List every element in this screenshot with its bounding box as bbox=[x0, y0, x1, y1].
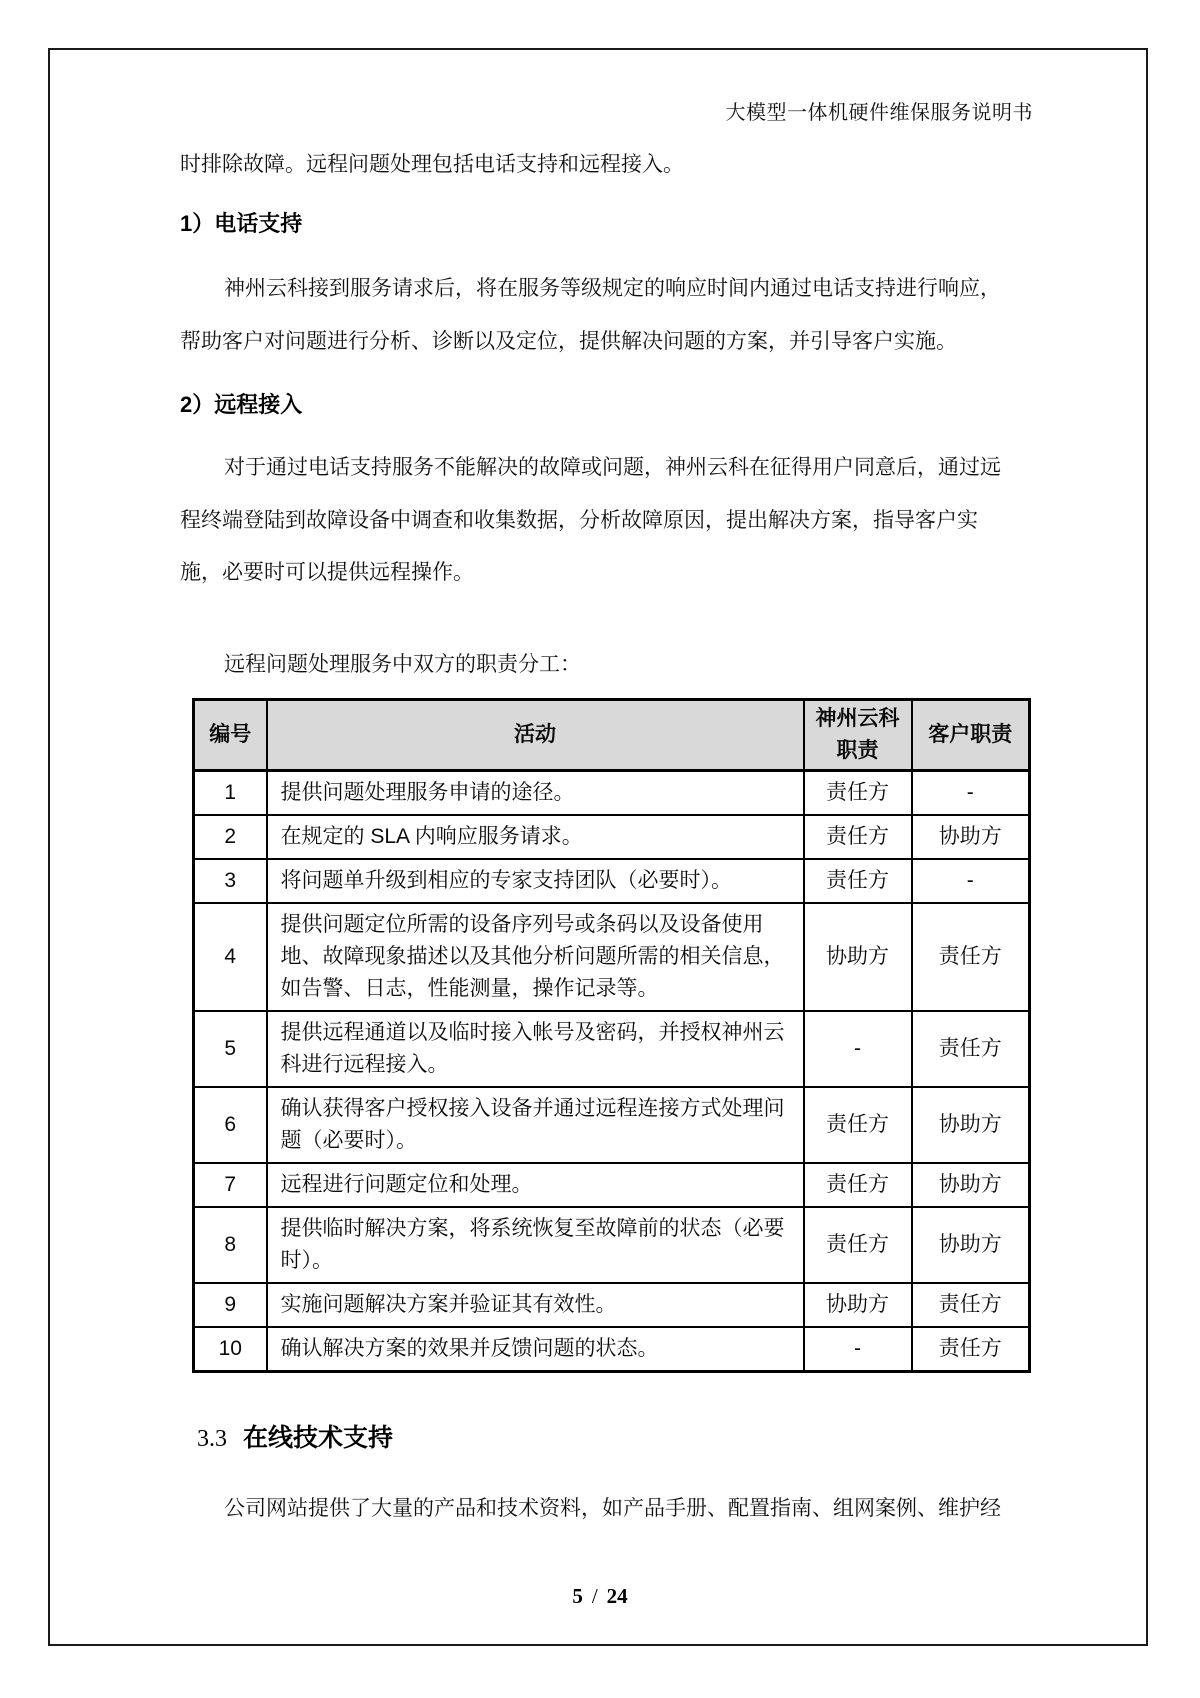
responsibility-table-header bbox=[194, 700, 1030, 771]
cell-customer-responsibility: 协助方 bbox=[912, 1163, 1030, 1207]
footer-total-pages: 24 bbox=[606, 1584, 628, 1608]
cell-vendor-responsibility: 责任方 bbox=[804, 1163, 912, 1207]
responsibility-table bbox=[192, 698, 1031, 1373]
header-row bbox=[194, 700, 1030, 771]
cell-customer-responsibility: - bbox=[912, 771, 1030, 816]
cell-activity: 实施问题解决方案并验证其有效性。 bbox=[267, 1283, 804, 1327]
cell-row-number: 5 bbox=[194, 1011, 267, 1087]
cell-activity: 将问题单升级到相应的专家支持团队（必要时）。 bbox=[267, 859, 804, 903]
cell-row-number: 6 bbox=[194, 1087, 267, 1163]
table-row bbox=[194, 1087, 1030, 1163]
cell-activity: 确认获得客户授权接入设备并通过远程连接方式处理问题（必要时）。 bbox=[267, 1087, 804, 1163]
cell-row-number: 10 bbox=[194, 1327, 267, 1372]
cell-vendor-responsibility: 责任方 bbox=[804, 815, 912, 859]
cell-activity: 提供问题定位所需的设备序列号或条码以及设备使用地、故障现象描述以及其他分析问题所需的相关信息，如告警、日志，性能测量，操作记录等。 bbox=[267, 903, 804, 1011]
column-header-activity: 活动 bbox=[267, 700, 804, 771]
table-caption: 远程问题处理服务中双方的职责分工： bbox=[224, 653, 581, 676]
table-row bbox=[194, 903, 1030, 1011]
cell-vendor-responsibility: - bbox=[804, 1011, 912, 1087]
paragraph-intro-line: 时排除故障。远程问题处理包括电话支持和远程接入。 bbox=[180, 153, 684, 176]
column-header-customer-responsibility: 客户职责 bbox=[912, 700, 1030, 771]
paragraph-online-line1: 公司网站提供了大量的产品和技术资料，如产品手册、配置指南、组网案例、维护经 bbox=[224, 1497, 1001, 1520]
page-footer bbox=[0, 1584, 1200, 1609]
cell-row-number: 2 bbox=[194, 815, 267, 859]
cell-vendor-responsibility: 协助方 bbox=[804, 903, 912, 1011]
cell-row-number: 9 bbox=[194, 1283, 267, 1327]
cell-activity: 远程进行问题定位和处理。 bbox=[267, 1163, 804, 1207]
heading-phone-support: 1）电话支持 bbox=[180, 211, 303, 236]
table-row bbox=[194, 815, 1030, 859]
heading-online-support bbox=[197, 1418, 393, 1454]
cell-customer-responsibility: - bbox=[912, 859, 1030, 903]
table-row bbox=[194, 859, 1030, 903]
cell-vendor-responsibility: 协助方 bbox=[804, 1283, 912, 1327]
cell-activity: 在规定的 SLA 内响应服务请求。 bbox=[267, 815, 804, 859]
column-header-no: 编号 bbox=[194, 700, 267, 771]
cell-customer-responsibility: 责任方 bbox=[912, 1011, 1030, 1087]
paragraph-phone-line1: 神州云科接到服务请求后，将在服务等级规定的响应时间内通过电话支持进行响应， bbox=[224, 277, 1001, 300]
section-title: 在线技术支持 bbox=[243, 1424, 394, 1452]
cell-vendor-responsibility: 责任方 bbox=[804, 771, 912, 816]
cell-customer-responsibility: 协助方 bbox=[912, 1207, 1030, 1283]
cell-activity: 提供问题处理服务申请的途径。 bbox=[267, 771, 804, 816]
table-row bbox=[194, 1327, 1030, 1372]
cell-vendor-responsibility: 责任方 bbox=[804, 1207, 912, 1283]
table-row bbox=[194, 1011, 1030, 1087]
cell-row-number: 7 bbox=[194, 1163, 267, 1207]
cell-activity: 确认解决方案的效果并反馈问题的状态。 bbox=[267, 1327, 804, 1372]
cell-row-number: 3 bbox=[194, 859, 267, 903]
cell-customer-responsibility: 责任方 bbox=[912, 1327, 1030, 1372]
cell-vendor-responsibility: 责任方 bbox=[804, 1087, 912, 1163]
cell-customer-responsibility: 协助方 bbox=[912, 1087, 1030, 1163]
cell-row-number: 4 bbox=[194, 903, 267, 1011]
cell-activity: 提供远程通道以及临时接入帐号及密码，并授权神州云科进行远程接入。 bbox=[267, 1011, 804, 1087]
section-number: 3.3 bbox=[197, 1426, 227, 1452]
table-row bbox=[194, 1283, 1030, 1327]
cell-row-number: 1 bbox=[194, 771, 267, 816]
paragraph-remote-line3: 施，必要时可以提供远程操作。 bbox=[180, 561, 474, 584]
responsibility-table-body bbox=[194, 771, 1030, 1372]
cell-vendor-responsibility: - bbox=[804, 1327, 912, 1372]
cell-row-number: 8 bbox=[194, 1207, 267, 1283]
paragraph-remote-line1: 对于通过电话支持服务不能解决的故障或问题，神州云科在征得用户同意后，通过远 bbox=[224, 456, 1001, 479]
footer-separator: / bbox=[591, 1584, 598, 1608]
table-row bbox=[194, 1163, 1030, 1207]
cell-customer-responsibility: 协助方 bbox=[912, 815, 1030, 859]
column-header-vendor-responsibility: 神州云科职责 bbox=[804, 700, 912, 771]
cell-customer-responsibility: 责任方 bbox=[912, 1283, 1030, 1327]
paragraph-remote-line2: 程终端登陆到故障设备中调查和收集数据，分析故障原因，提出解决方案，指导客户实 bbox=[180, 509, 978, 532]
footer-current-page: 5 bbox=[572, 1584, 583, 1608]
paragraph-phone-line2: 帮助客户对问题进行分析、诊断以及定位，提供解决问题的方案，并引导客户实施。 bbox=[180, 330, 957, 353]
cell-vendor-responsibility: 责任方 bbox=[804, 859, 912, 903]
table-row bbox=[194, 1207, 1030, 1283]
heading-remote-access: 2）远程接入 bbox=[180, 392, 303, 417]
document-header-title: 大模型一体机硬件维保服务说明书 bbox=[725, 102, 1033, 124]
table-row bbox=[194, 771, 1030, 816]
cell-customer-responsibility: 责任方 bbox=[912, 903, 1030, 1011]
cell-activity: 提供临时解决方案，将系统恢复至故障前的状态（必要时）。 bbox=[267, 1207, 804, 1283]
